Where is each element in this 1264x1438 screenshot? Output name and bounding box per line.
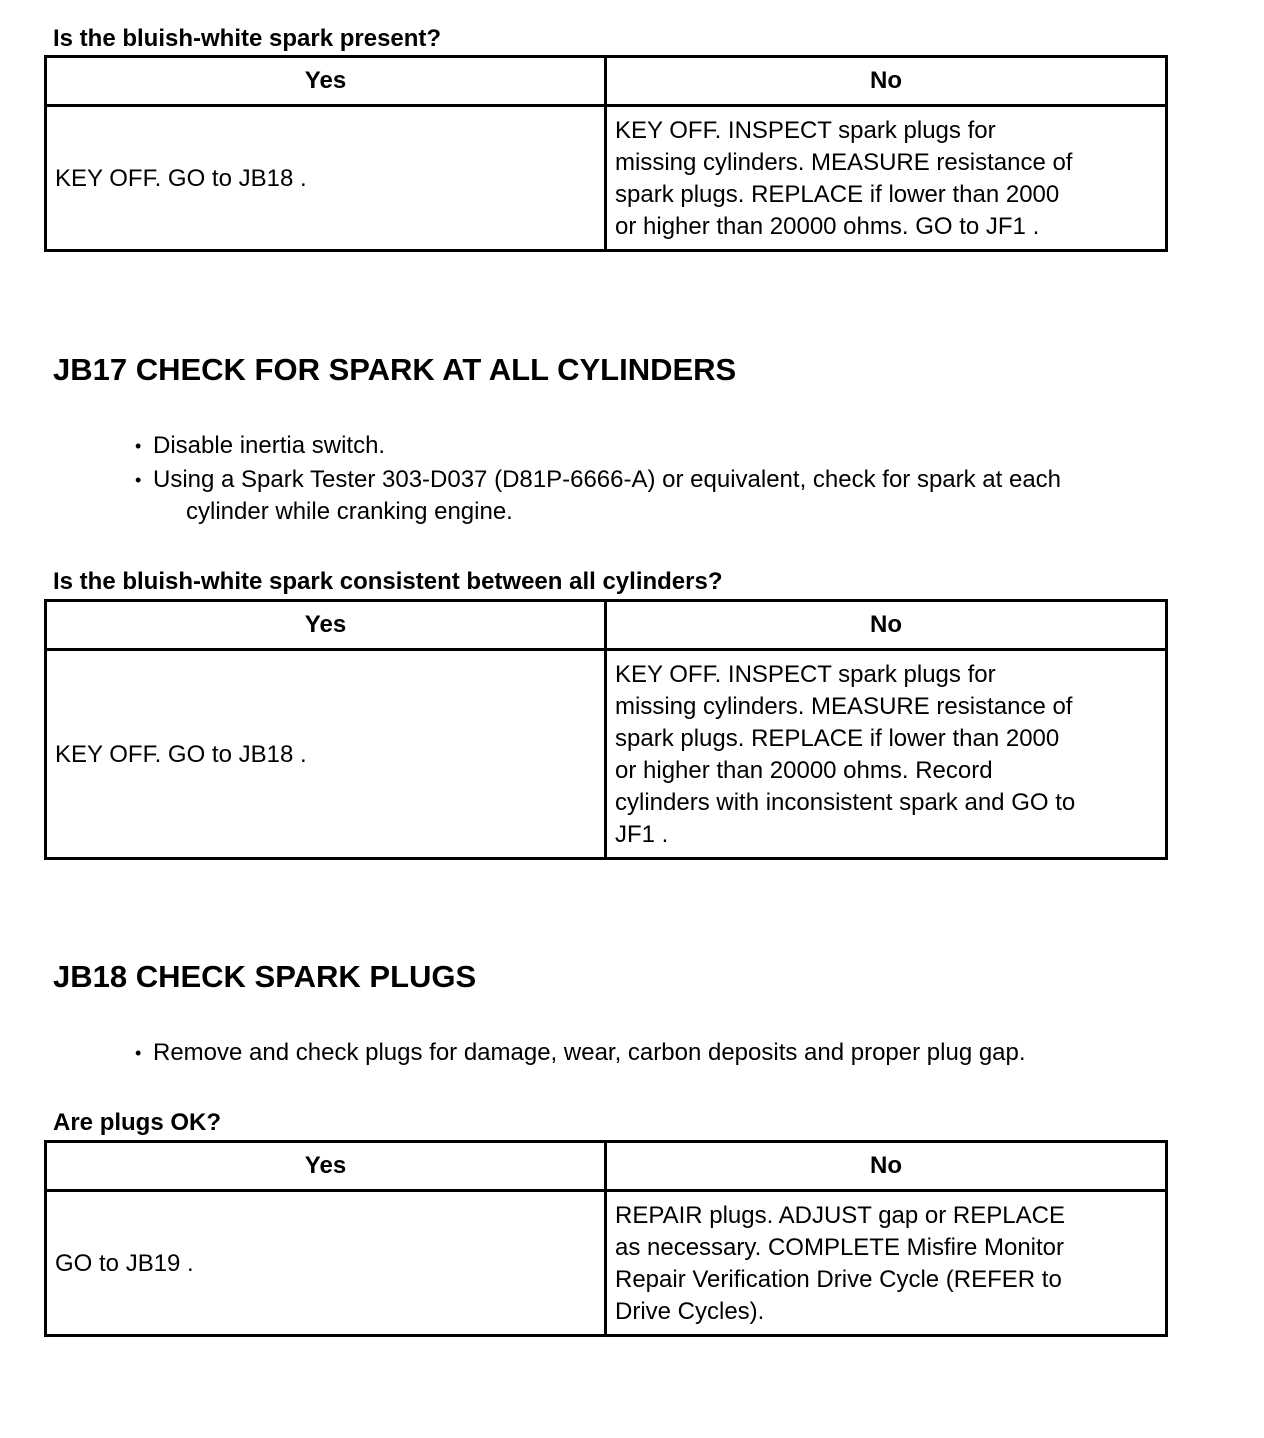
no-action [606,106,1167,251]
no-action [606,650,1167,859]
no-header: No [606,57,1167,106]
question-plugs-ok: Are plugs OK? [53,1109,222,1136]
no-action-line: as necessary. COMPLETE Misfire Monitor [615,1234,1065,1261]
no-action-line: KEY OFF. INSPECT spark plugs for [615,117,996,144]
no-header: No [606,1142,1167,1191]
yes-action: KEY OFF. GO to JB18 . [46,650,606,859]
bullet-list-jb18 [135,1037,1250,1069]
no-action-line: spark plugs. REPLACE if lower than 2000 [615,725,1060,752]
section-heading-jb18: JB18 CHECK SPARK PLUGS [53,959,477,994]
list-item-continuation: cylinder while cranking engine. [186,498,513,525]
decision-table-spark-present [44,55,1168,252]
no-action-line: Drive Cycles). [615,1298,765,1325]
bullet-icon: • [135,436,142,456]
bullet-icon: • [135,1043,142,1063]
question-spark-present: Is the bluish-white spark present? [53,25,442,52]
no-action-line: missing cylinders. MEASURE resistance of [615,149,1073,176]
no-action-line: or higher than 20000 ohms. Record [615,757,993,784]
yes-header: Yes [46,1142,606,1191]
no-action-line: JF1 . [615,821,669,848]
no-action-line: Repair Verification Drive Cycle (REFER to [615,1266,1062,1293]
no-action-line: REPAIR plugs. ADJUST gap or REPLACE [615,1202,1065,1229]
decision-table-spark-consistent [44,599,1168,860]
list-item [135,430,1250,462]
no-action-line: or higher than 20000 ohms. GO to JF1 . [615,213,1040,240]
question-spark-consistent: Is the bluish-white spark consistent between all cylinders? [53,568,723,595]
yes-header: Yes [46,57,606,106]
decision-table-plugs-ok [44,1140,1168,1337]
yes-action: GO to JB19 . [46,1191,606,1336]
no-action-line: missing cylinders. MEASURE resistance of [615,693,1073,720]
list-item [135,1037,1250,1069]
no-action [606,1191,1167,1336]
list-item-text: Remove and check plugs for damage, wear, carbon deposits and proper plug gap. [153,1039,1026,1066]
no-action-line: spark plugs. REPLACE if lower than 2000 [615,181,1060,208]
bullet-icon: • [135,470,142,490]
yes-action: KEY OFF. GO to JB18 . [46,106,606,251]
section-heading-jb17: JB17 CHECK FOR SPARK AT ALL CYLINDERS [53,352,737,387]
bullet-list-jb17 [135,430,1250,528]
list-item-text: Using a Spark Tester 303-D037 (D81P-6666-A) or equivalent, check for spark at each [153,466,1062,493]
list-item [135,464,1250,528]
list-item-text: Disable inertia switch. [153,432,386,459]
no-action-line: KEY OFF. INSPECT spark plugs for [615,661,996,688]
no-header: No [606,601,1167,650]
no-action-line: cylinders with inconsistent spark and GO to [615,789,1076,816]
yes-header: Yes [46,601,606,650]
